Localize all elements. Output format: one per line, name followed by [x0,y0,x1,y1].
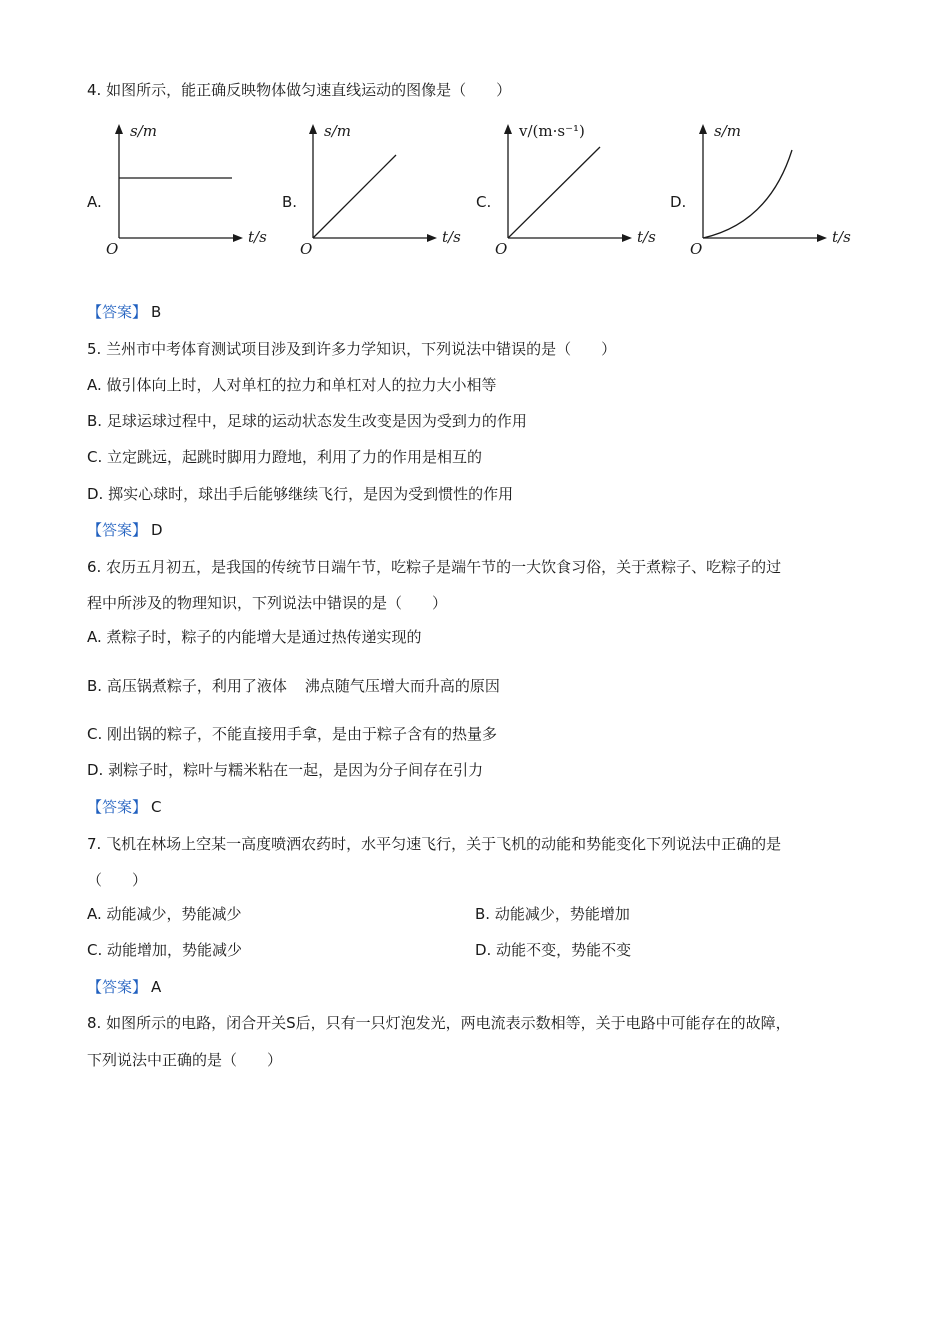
q8-stem-line1: 8. 如图所示的电路，闭合开关S后，只有一只灯泡发光，两电流表示数相等，关于电路中可能存在的故障， [87,1014,791,1032]
answer-value: C [151,798,162,816]
q5-option-a: A. 做引体向上时，人对单杠的拉力和单杠对人的拉力大小相等 [87,376,497,394]
y-axis-arrow [309,124,317,134]
answer-tag: 【答案】 [87,521,148,539]
graph-line-linear [313,155,396,238]
graph-line-linear [508,147,600,238]
y-axis-label: s/m [714,122,741,140]
q4-graph-c [489,118,669,268]
q4-graph-c-label: C. [476,193,492,211]
q7-option-a: A. 动能减少，势能减少 [87,905,242,923]
q4-graph-b-label: B. [282,193,298,211]
q4-graph-d [684,118,864,268]
y-axis-label: s/m [130,122,157,140]
q7-stem-line2: （ ） [87,871,148,889]
origin-label: O [106,240,119,258]
q4-answer [87,302,161,322]
y-axis-arrow [115,124,123,134]
answer-value: A [151,978,162,996]
q5-option-c: C. 立定跳远，起跳时脚用力蹬地，利用了力的作用是相互的 [87,448,483,466]
origin-label: O [690,240,703,258]
q7-option-b: B. 动能减少，势能增加 [475,905,630,923]
q6-option-b [87,676,500,696]
x-axis-arrow [622,234,632,242]
q6-option-a: A. 煮粽子时，粽子的内能增大是通过热传递实现的 [87,628,422,646]
q6-option-c: C. 刚出锅的粽子，不能直接用手拿，是由于粽子含有的热量多 [87,725,498,743]
answer-tag: 【答案】 [87,798,148,816]
x-axis-label: t/s [832,228,851,246]
q6-answer [87,797,162,817]
q8-stem-line2: 下列说法中正确的是（ ） [87,1051,283,1069]
x-axis-arrow [233,234,243,242]
answer-value: D [151,521,163,539]
q7-option-d: D. 动能不变，势能不变 [475,941,632,959]
q7-option-c: C. 动能增加，势能减少 [87,941,243,959]
q6-option-d: D. 剥粽子时，粽叶与糯米粘在一起，是因为分子间存在引力 [87,761,484,779]
y-axis-label: s/m [324,122,351,140]
y-axis-label: v/(m·s⁻¹) [519,122,585,140]
answer-tag: 【答案】 [87,978,148,996]
q4-graph-a [100,118,280,268]
graph-curve-quadratic [703,150,792,238]
origin-label: O [495,240,508,258]
q5-answer [87,520,163,540]
q4-graph-d-label: D. [670,193,687,211]
origin-label: O [300,240,313,258]
answer-value: B [151,303,162,321]
x-axis-label: t/s [637,228,656,246]
y-axis-arrow [699,124,707,134]
q5-option-b: B. 足球运球过程中，足球的运动状态发生改变是因为受到力的作用 [87,412,527,430]
q7-stem-line1: 7. 飞机在林场上空某一高度喷洒农药时，水平匀速飞行，关于飞机的动能和势能变化下列说法中正确的是 [87,835,782,853]
q4-graph-b [294,118,474,268]
answer-tag: 【答案】 [87,303,148,321]
q6-stem-line1: 6. 农历五月初五，是我国的传统节日端午节，吃粽子是端午节的一大饮食习俗，关于煮粽子、吃粽子的过 [87,558,782,576]
q4-graph-a-label: A. [87,193,102,211]
q5-option-d: D. 掷实心球时，球出手后能够继续飞行，是因为受到惯性的作用 [87,485,514,503]
q6-stem-line2: 程中所涉及的物理知识，下列说法中错误的是（ ） [87,594,448,612]
q7-answer [87,977,161,997]
q6-option-b-part1: B. 高压锅煮粽子，利用了液体 [87,677,287,695]
q6-option-b-part2: 沸点随气压增大而升高的原因 [304,677,500,695]
y-axis-arrow [504,124,512,134]
q5-stem: 5. 兰州市中考体育测试项目涉及到许多力学知识，下列说法中错误的是（ ） [87,340,617,358]
x-axis-label: t/s [442,228,461,246]
q4-stem: 4. 如图所示，能正确反映物体做匀速直线运动的图像是（ ） [87,81,512,99]
x-axis-arrow [817,234,827,242]
x-axis-arrow [427,234,437,242]
x-axis-label: t/s [248,228,267,246]
